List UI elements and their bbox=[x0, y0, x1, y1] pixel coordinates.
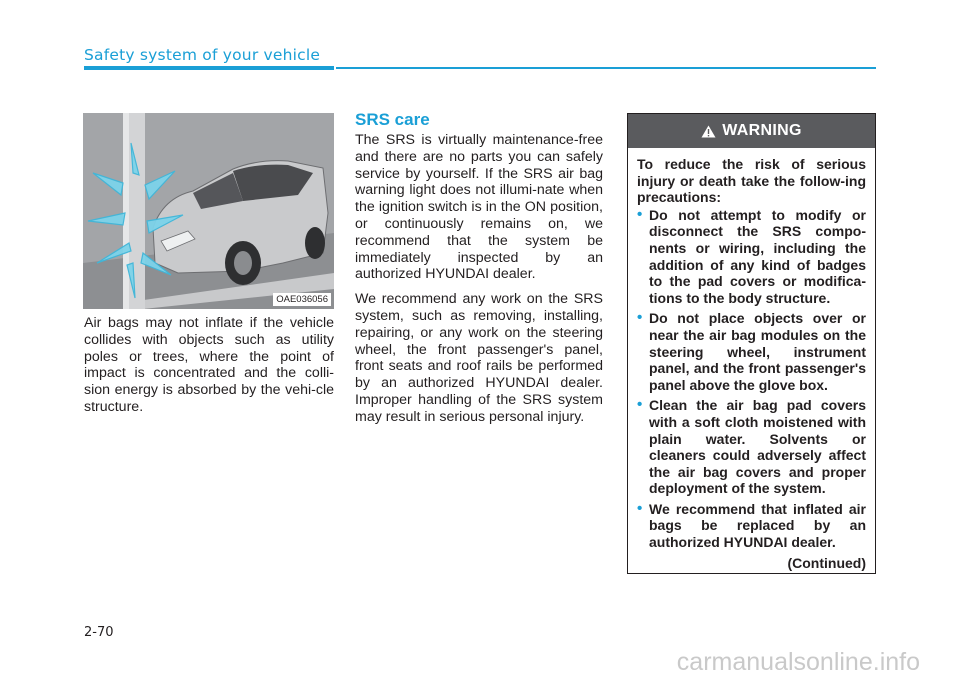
warning-item: • We recommend that inflated air bags be replaced by an authorized HYUNDAI dealer. bbox=[637, 501, 866, 551]
header-section-title: Safety system of your vehicle bbox=[84, 46, 321, 64]
warning-label: WARNING bbox=[722, 122, 802, 139]
srs-care-paragraph-2: We recommend any work on the SRS system, such as removing, installing, repairing, or any work on the steering wheel, the front passenger's panel, front seats and roof rails be performed by an authorized HYUNDAI dealer. Improper handling of the SRS system may result in serious personal injury. bbox=[355, 291, 603, 425]
warning-item: • Do not place objects over or near the air bag modules on the steering wheel, instrument panel, and the front passenger's panel above the glove box. bbox=[637, 310, 866, 393]
warning-header bbox=[628, 114, 875, 148]
header-divider-thick bbox=[84, 66, 334, 70]
warning-intro: To reduce the risk of serious injury or death take the follow-ing precautions: bbox=[637, 156, 866, 206]
page-number: 2-70 bbox=[84, 625, 114, 640]
figure-caption: Air bags may not inflate if the vehicle collides with objects such as utility poles or trees, where the point of impact is concentrated and the colli-sion energy is absorbed by the vehi-cle structure. bbox=[84, 315, 334, 415]
figure-code: OAE036056 bbox=[273, 293, 331, 306]
warning-list bbox=[637, 207, 866, 551]
warning-item: • Do not attempt to modify or disconnect the SRS compo-nents or wiring, including the addition of any kind of badges to the pad covers or modifica-tions to the body structure. bbox=[637, 207, 866, 307]
continued-label: (Continued) bbox=[787, 554, 866, 571]
warning-item: • Clean the air bag pad covers with a soft cloth moistened with plain water. Solvents or cleaners could adversely affect the air bag covers and proper deployment of the system. bbox=[637, 397, 866, 497]
warning-body bbox=[628, 148, 875, 571]
srs-care-paragraph-1: The SRS is virtually maintenance-free and there are no parts you can safely service by yourself. If the SRS air bag warning light does not illumi-nate when the ignition switch is in the ON position, or continuously remains on, we recommend that the system be immediately inspected by an authorized HYUNDAI dealer. bbox=[355, 132, 603, 283]
watermark: carmanualsonline.info bbox=[676, 648, 920, 676]
srs-care-body bbox=[355, 132, 603, 434]
warning-triangle-icon bbox=[701, 125, 716, 138]
car-pole-collision-illustration bbox=[83, 113, 334, 309]
srs-care-title: SRS care bbox=[355, 110, 430, 129]
warning-box bbox=[627, 113, 876, 574]
header-divider-thin bbox=[336, 67, 876, 69]
figure-caption-column bbox=[84, 315, 334, 424]
